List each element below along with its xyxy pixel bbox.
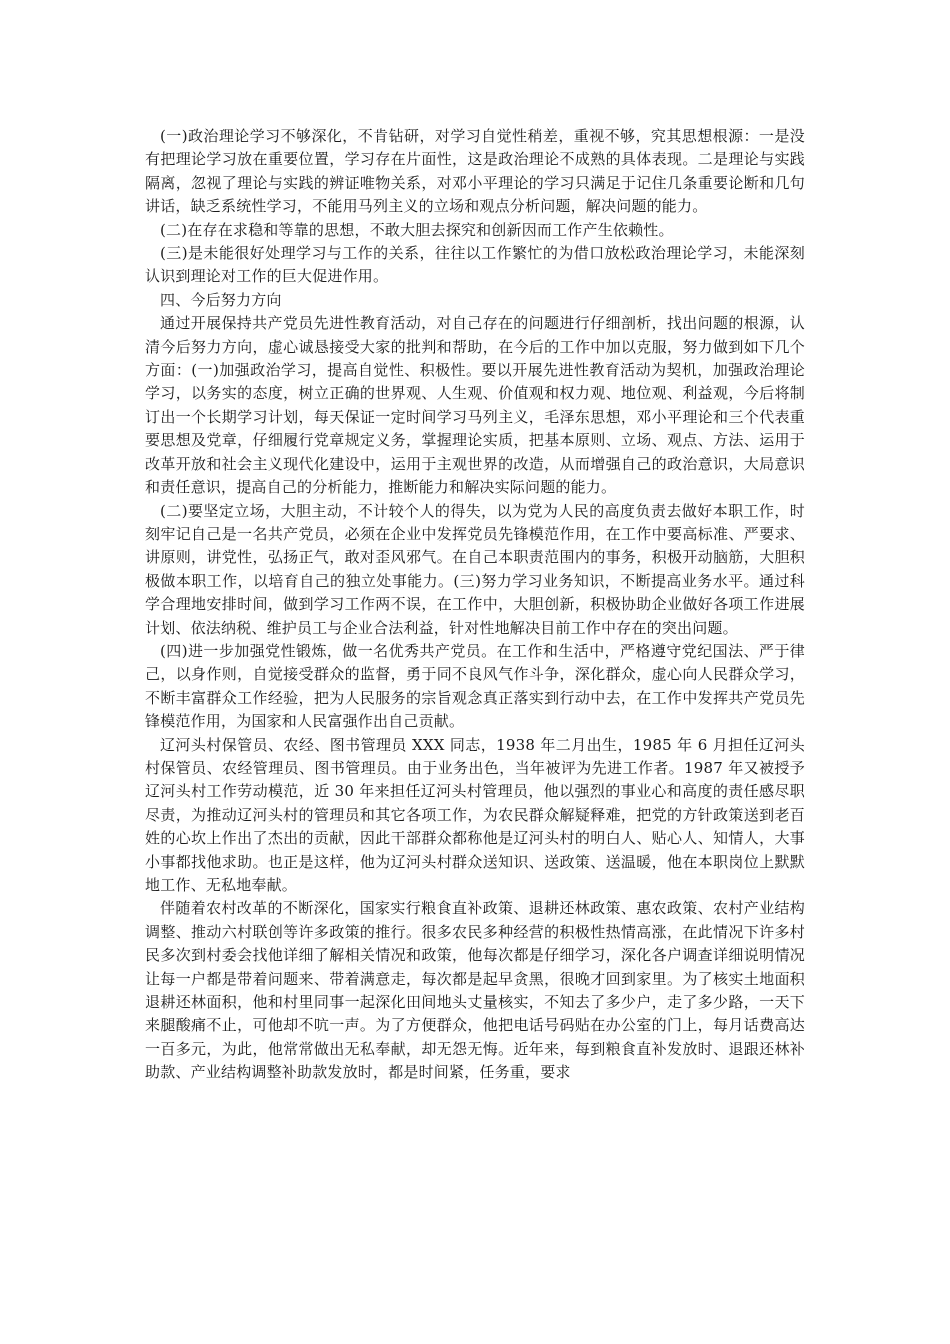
- paragraph-6: (四)进一步加强党性锻炼，做一名优秀共产党员。在工作和生活中，严格遵守党纪国法、严于律己，以身作则，自觉接受群众的监督，勇于同不良风气作斗争，深化群众，虚心向人民群众学习，不断丰富群众工作经验，把为人民服务的宗旨观念真正落实到行动中去，在工作中发挥共产党员先锋模范作用，为国家和人民富强作出自己贡献。: [145, 641, 805, 731]
- section-heading: 四、今后努力方向: [160, 290, 282, 309]
- paragraph-2: (二)在存在求稳和等靠的思想，不敢大胆去探究和创新因而工作产生依赖性。: [160, 220, 674, 239]
- paragraph-8: 伴随着农村改革的不断深化，国家实行粮食直补政策、退耕还林政策、惠农政策、农村产业结构调整、推动六村联创等许多政策的推行。很多农民多种经营的积极性热情高涨，在此情况下许多村民多次到村委会找他详细了解相关情况和政策，他每次都是仔细学习，深化各户调查详细说明情况让每一户都是带着问题来、带着满意走，每次都是起早贪黑，很晚才回到家里。为了核实土地面积退耕还林面积，他和村里同事一起深化田间地头丈量核实，不知去了多少户，走了多少路，一天下来腿酸痛不止，可他却不吭一声。为了方便群众，他把电话号码贴在办公室的门上，每月话费高达一百多元，为此，他常常做出无私奉献，却无怨无悔。近年来，每到粮食直补发放时、退跟还林补助款、产业结构调整补助款发放时，都是时间紧，任务重，要求: [145, 899, 805, 1082]
- paragraph-1: (一)政治理论学习不够深化，不肯钻研，对学习自觉性稍差，重视不够，究其思想根源：一是没有把理论学习放在重要位置，学习存在片面性，这是政治理论不成熟的具体表现。二是理论与实践隔离，忽视了理论与实践的辨证唯物关系，对邓小平理论的学习只满足于记住几条重要论断和几句讲话，缺乏系统性学习，不能用马列主义的立场和观点分析问题，解决问题的能力。: [145, 127, 805, 216]
- paragraph-5: (二)要坚定立场，大胆主动，不计较个人的得失，以为党为人民的高度负责去做好本职工作，时刻牢记自己是一名共产党员，必须在企业中发挥党员先锋模范作用，在工作中要高标准、严要求、讲原则，讲党性，弘扬正气，敢对歪风邪气。在自己本职责范围内的事务，积极开动脑筋，大胆积极做本职工作，以培育自己的独立处事能力。(三)努力学习业务知识，不断提高业务水平。通过科学合理地安排时间，做到学习工作两不误，在工作中，大胆创新，积极协助企业做好各项工作进展计划、依法纳税、维护员工与企业合法利益，针对性地解决目前工作中存在的突出问题。: [145, 501, 805, 637]
- paragraph-4: 通过开展保持共产党员先进性教育活动，对自己存在的问题进行仔细剖析，找出问题的根源，认清今后努力方向，虚心诚恳接受大家的批判和帮助，在今后的工作中加以克服，努力做到如下几个方面：(一)加强政治学习，提高自觉性、积极性。要以开展先进性教育活动为契机，加强政治理论学习，以务实的态度，树立正确的世界观、人生观、价值观和权力观、地位观、利益观，今后将制订出一个长期学习计划，每天保证一定时间学习马列主义，毛泽东思想，邓小平理论和三个代表重要思想及党章，仔细履行党章规定义务，掌握理论实质，把基本原则、立场、观点、方法、运用于改革开放和社会主义现代化建设中，运用于主观世界的改造，从而增强自己的政治意识，大局意识和责任意识，提高自己的分析能力，推断能力和解决实际问题的能力。: [145, 314, 805, 497]
- paragraph-3: (三)是未能很好处理学习与工作的关系，往往以工作繁忙的为借口放松政治理论学习，未能深刻认识到理论对工作的巨大促进作用。: [145, 244, 805, 286]
- document-body: [145, 125, 805, 1085]
- paragraph-7: 辽河头村保管员、农经、图书管理员 XXX 同志，1938 年二月出生，1985 年 6 月担任辽河头村保管员、农经管理员、图书管理员。由于业务出色，当年被评为先进工作者。1987 年又被授予辽河头村工作劳动模范，近 30 年来担任辽河头村管理员，他以强烈的事业心和高度的责任感尽职尽责，为推动辽河头村的管理员和其它各项工作，为农民群众解疑释难，把党的方针政策送到老百姓的心坎上作出了杰出的贡献，因此干部群众都称他是辽河头村的明白人、贴心人、知情人，大事小事都找他求助。也正是这样，他为辽河头村群众送知识、送政策、送温暖，他在本职岗位上默默地工作、无私地奉献。: [145, 735, 805, 894]
